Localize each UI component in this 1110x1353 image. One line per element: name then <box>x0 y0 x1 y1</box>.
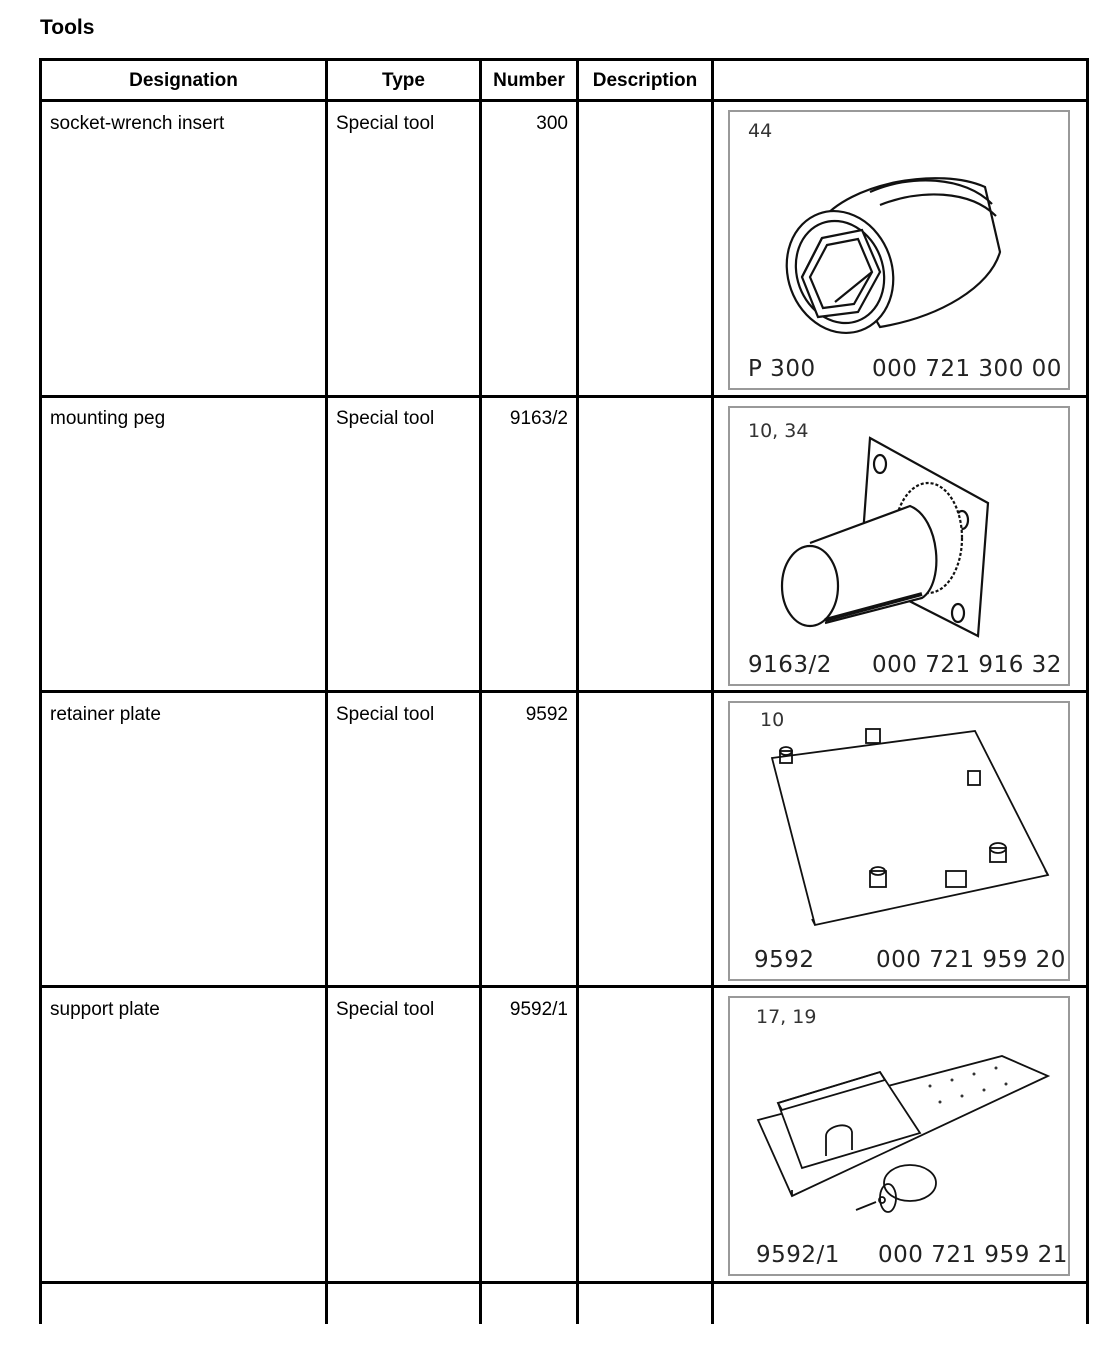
figure-ref: 10, 34 <box>748 420 809 442</box>
figure-ref: 44 <box>748 120 773 142</box>
row-divider <box>39 395 1089 398</box>
table-top-border <box>39 58 1089 61</box>
page-title: Tools <box>40 16 95 39</box>
figure-tool-number: 9592 <box>754 947 815 973</box>
designation-cell: support plate <box>50 999 160 1020</box>
figure-ref: 17, 19 <box>756 1006 817 1028</box>
figure-tool-number: 9163/2 <box>748 652 832 678</box>
type-cell: Special tool <box>336 999 435 1020</box>
support-plate-icon <box>730 998 1068 1274</box>
column-border <box>479 59 482 1324</box>
number-cell: 300 <box>536 113 568 134</box>
figure-part-number: 000 721 916 32 <box>872 652 1062 678</box>
header-designation: Designation <box>129 70 238 91</box>
mounting-peg-icon <box>730 408 1068 684</box>
tool-figure <box>728 701 1070 981</box>
type-cell: Special tool <box>336 704 435 725</box>
header-description: Description <box>592 70 698 91</box>
figure-ref: 10 <box>760 709 785 731</box>
type-cell: Special tool <box>336 408 435 429</box>
column-border <box>39 59 42 1324</box>
row-divider <box>39 1281 1089 1284</box>
tool-figure <box>728 996 1070 1276</box>
column-border <box>711 59 714 1324</box>
number-cell: 9592/1 <box>509 999 568 1020</box>
figure-part-number: 000 721 959 21 <box>878 1242 1068 1268</box>
figure-tool-number: 9592/1 <box>756 1242 840 1268</box>
number-cell: 9163/2 <box>509 408 568 429</box>
header-number: Number <box>493 70 565 91</box>
designation-cell: retainer plate <box>50 704 161 725</box>
designation-cell: mounting peg <box>50 408 166 429</box>
header-type: Type <box>382 70 425 91</box>
number-cell: 9592 <box>525 704 568 725</box>
header-figure <box>714 62 1086 100</box>
figure-tool-number: P 300 <box>748 356 816 382</box>
column-border <box>325 59 328 1324</box>
figure-part-number: 000 721 300 00 <box>872 356 1062 382</box>
column-border <box>576 59 579 1324</box>
socket-wrench-icon <box>730 112 1068 388</box>
tool-figure <box>728 110 1070 390</box>
retainer-plate-icon <box>730 703 1068 979</box>
tool-figure <box>728 406 1070 686</box>
type-cell: Special tool <box>336 113 435 134</box>
row-divider <box>39 985 1089 988</box>
row-divider <box>39 690 1089 693</box>
column-border <box>1086 59 1089 1324</box>
designation-cell: socket-wrench insert <box>50 113 225 134</box>
figure-part-number: 000 721 959 20 <box>876 947 1066 973</box>
